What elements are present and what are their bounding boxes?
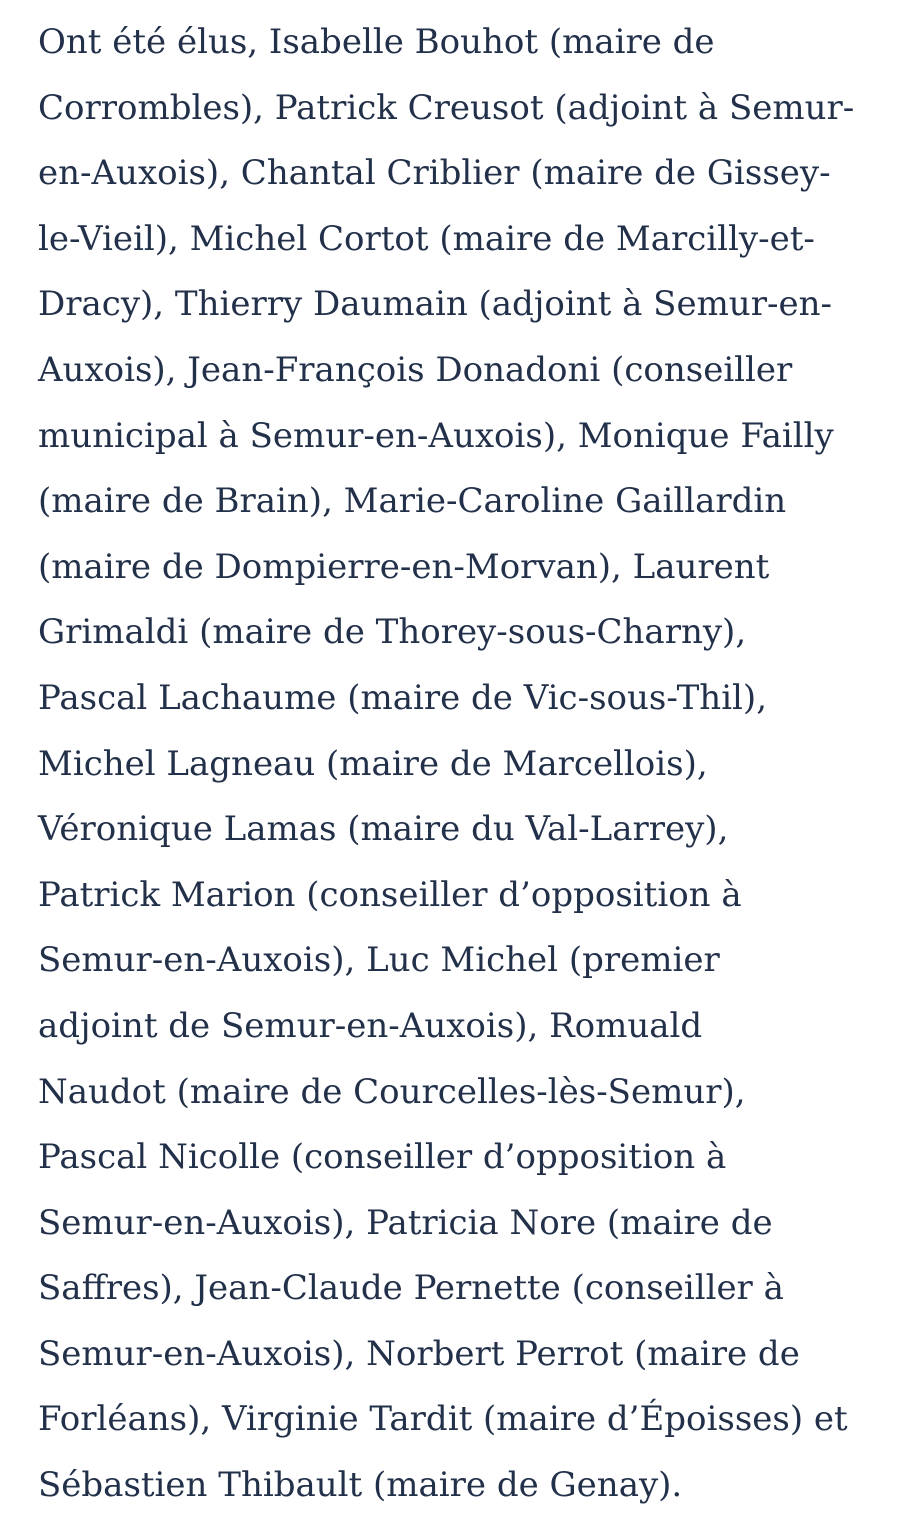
paragraph-line: Pascal Nicolle (conseiller d’opposition à (38, 1137, 727, 1178)
paragraph-line: Saffres), Jean-Claude Pernette (conseiller à (38, 1268, 784, 1309)
paragraph-line: Naudot (maire de Courcelles-lès-Semur), (38, 1071, 746, 1112)
article-body (38, 10, 878, 1519)
paragraph-line: Sébastien Thibault (maire de Genay). (38, 1465, 683, 1506)
paragraph-line: adjoint de Semur-en-Auxois), Romuald (38, 1005, 703, 1046)
paragraph-line: Dracy), Thierry Daumain (adjoint à Semur-en- (38, 284, 832, 325)
paragraph-line: le-Vieil), Michel Cortot (maire de Marcilly-et- (38, 218, 815, 259)
paragraph-line: municipal à Semur-en-Auxois), Monique Failly (38, 415, 834, 456)
paragraph-line: (maire de Brain), Marie-Caroline Gaillardin (38, 481, 787, 522)
paragraph-line: Corrombles), Patrick Creusot (adjoint à Semur- (38, 87, 855, 128)
paragraph-line: Semur-en-Auxois), Norbert Perrot (maire de (38, 1333, 800, 1374)
paragraph-line: Grimaldi (maire de Thorey-sous-Charny), (38, 612, 747, 653)
paragraph-line: Semur-en-Auxois), Luc Michel (premier (38, 940, 720, 981)
paragraph-line: en-Auxois), Chantal Criblier (maire de Gissey- (38, 153, 831, 194)
paragraph-line: Pascal Lachaume (maire de Vic-sous-Thil), (38, 677, 768, 718)
paragraph-line: Auxois), Jean-François Donadoni (conseiller (38, 349, 793, 390)
paragraph-line: Ont été élus, Isabelle Bouhot (maire de (38, 22, 715, 62)
elected-officials-paragraph (38, 10, 878, 1519)
paragraph-line: Patrick Marion (conseiller d’opposition à (38, 874, 742, 915)
paragraph-line: Véronique Lamas (maire du Val-Larrey), (38, 809, 729, 850)
paragraph-line: Forléans), Virginie Tardit (maire d’Époisses) et (38, 1399, 848, 1440)
paragraph-line: Semur-en-Auxois), Patricia Nore (maire de (38, 1202, 773, 1243)
paragraph-line: (maire de Dompierre-en-Morvan), Laurent (38, 546, 770, 587)
paragraph-line: Michel Lagneau (maire de Marcellois), (38, 743, 708, 784)
